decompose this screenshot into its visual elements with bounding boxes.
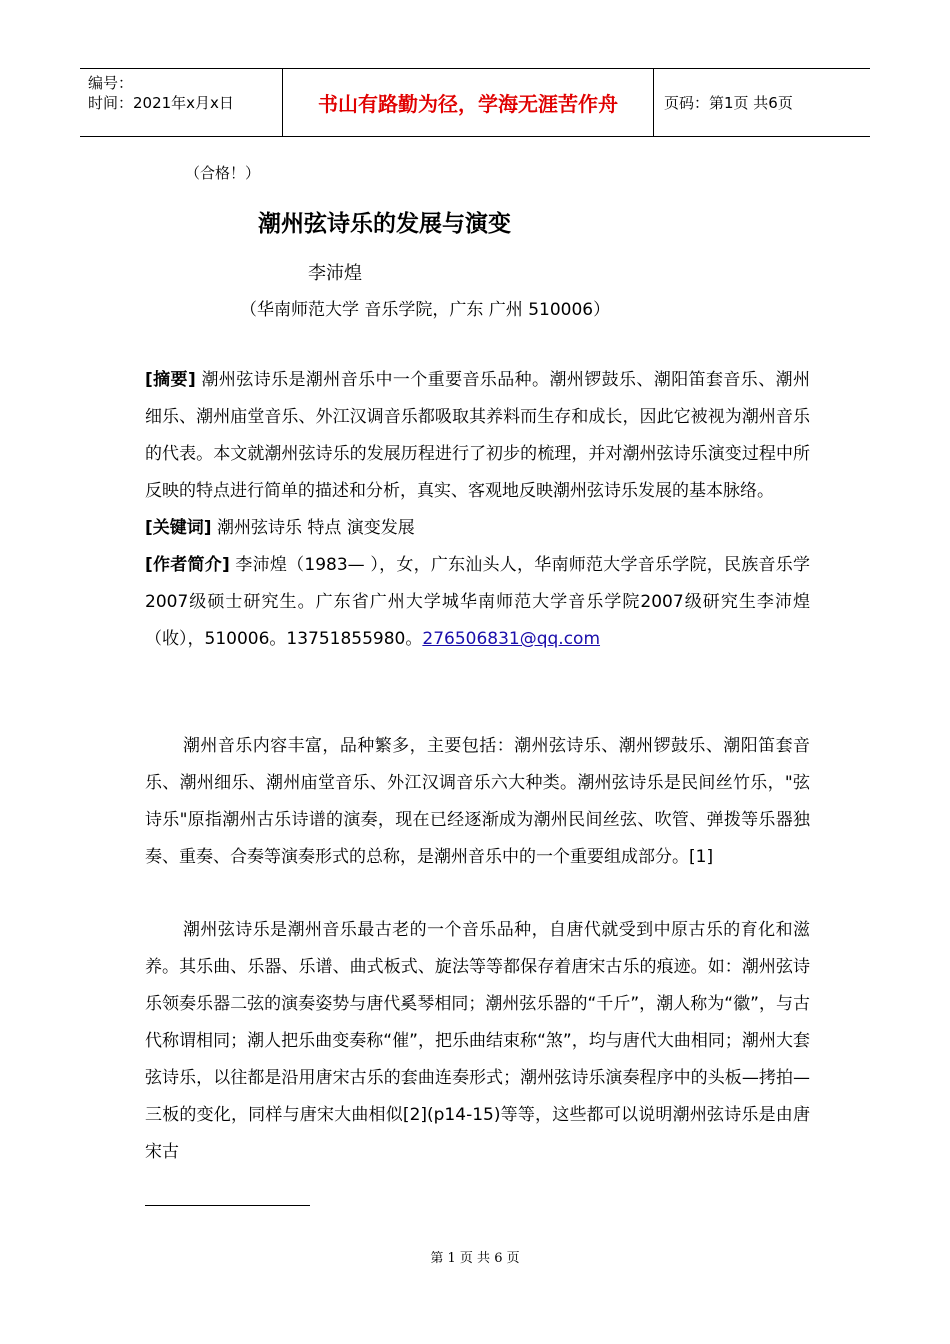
document-date-label: 时间：2021年x月x日 xyxy=(88,94,234,112)
body-paragraph-1: 潮州音乐内容丰富，品种繁多，主要包括：潮州弦诗乐、潮州锣鼓乐、潮阳笛套音乐、潮州细乐、潮州庙堂音乐、外江汉调音乐六大种类。潮州弦诗乐是民间丝竹乐，"弦诗乐"原指潮州古乐诗谱的演奏，现在已经逐渐成为潮州民间丝弦、吹管、弹拨等乐器独奏、重奏、合奏等演奏形式的总称，是潮州音乐中的一个重要组成部分。[1] xyxy=(145,736,810,867)
abstract-text: 潮州弦诗乐是潮州音乐中一个重要音乐品种。潮州锣鼓乐、潮阳笛套音乐、潮州细乐、潮州庙堂音乐、外江汉调音乐都吸取其养料而生存和成长，因此它被视为潮州音乐的代表。本文就潮州弦诗乐的发展历程进行了初步的梳理，并对潮州弦诗乐演变过程中所反映的特点进行简单的描述和分析，真实、客观地反映潮州弦诗乐发展的基本脉络。 xyxy=(145,370,810,501)
abstract-label: [摘要] xyxy=(145,370,196,390)
author-name: 李沛煌 xyxy=(308,263,362,284)
document-header xyxy=(80,68,870,137)
author-affiliation: （华南师范大学 音乐学院，广东 广州 510006） xyxy=(240,300,611,320)
pass-note: （合格！） xyxy=(185,164,261,182)
page-title: 潮州弦诗乐的发展与演变 xyxy=(258,211,511,237)
page-footer: 第 1 页 共 6 页 xyxy=(430,1251,520,1266)
keywords-text: 潮州弦诗乐 特点 演变发展 xyxy=(211,518,415,538)
document-number-label: 编号： xyxy=(88,74,134,92)
header-page-info: 页码：第1页 共6页 xyxy=(664,94,793,112)
body-paragraph-2: 潮州弦诗乐是潮州音乐最古老的一个音乐品种，自唐代就受到中原古乐的育化和滋养。其乐曲、乐器、乐谱、曲式板式、旋法等等都保存着唐宋古乐的痕迹。如：潮州弦诗乐领奏乐器二弦的演奏姿势与唐代奚琴相同；潮州弦乐器的“千斤”，潮人称为“徽”，与古代称谓相同；潮人把乐曲变奏称“催”，把乐曲结束称“煞”，均与唐代大曲相同；潮州大套弦诗乐，以往都是沿用唐宋古乐的套曲连奏形式；潮州弦诗乐演奏程序中的头板—拷拍—三板的变化，同样与唐宋大曲相似[2](p14-15)等等，这些都可以说明潮州弦诗乐是由唐宋古 xyxy=(145,920,810,1162)
keywords-label: [关键词] xyxy=(145,518,212,538)
header-motto: 书山有路勤为径，学海无涯苦作舟 xyxy=(282,69,654,136)
author-bio-text: 李沛煌（1983— ），女，广东汕头人，华南师范大学音乐学院，民族音乐学2007级硕士研究生。广东省广州大学城华南师范大学音乐学院2007级研究生李沛煌（收），510006。13751855980。 xyxy=(145,555,810,649)
author-email-link[interactable]: 276506831@qq.com xyxy=(422,629,601,649)
abstract-section xyxy=(145,362,810,658)
abstract-paragraph xyxy=(145,362,810,510)
header-meta-cell xyxy=(80,69,282,136)
footnote-separator xyxy=(145,1205,310,1206)
author-bio-paragraph xyxy=(145,547,810,658)
author-bio-label: [作者简介] xyxy=(145,555,230,575)
keywords-paragraph xyxy=(145,510,810,547)
